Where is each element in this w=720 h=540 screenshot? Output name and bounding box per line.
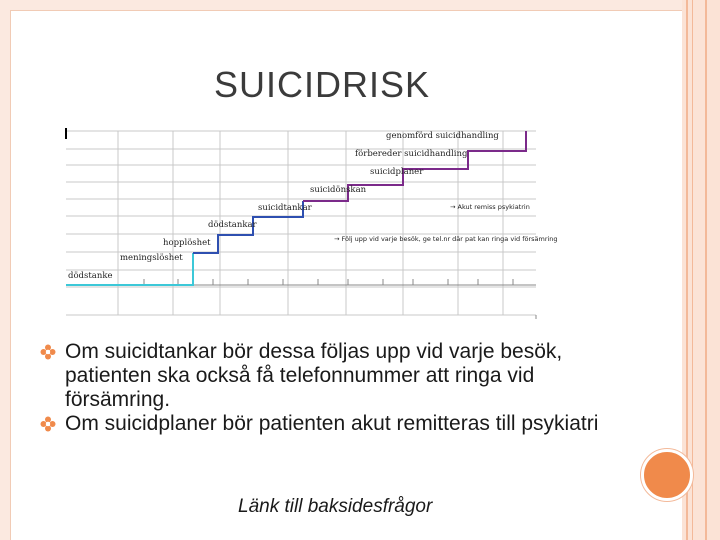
slide-border-top: [10, 0, 682, 10]
flower-bullet-icon: [40, 416, 56, 432]
step-label: hopplöshet: [163, 238, 211, 248]
bullet-text: Om suicidtankar bör dessa följas upp vid varje besök, patienten ska också få telefonnummer att ringa vid försämring.: [65, 340, 563, 411]
annotation-acute: → Akut remiss psykiatrin: [450, 203, 530, 211]
slide-border-left: [0, 0, 10, 540]
step-label: genomförd suicidhandling: [386, 131, 499, 141]
accent-circle: [641, 449, 693, 501]
title-text: SUICIDRISK: [214, 64, 431, 105]
step-label: dödstanke: [68, 271, 113, 281]
back-questions-link[interactable]: Länk till baksidesfrågor: [238, 496, 433, 517]
step-label: förbereder suicidhandling: [355, 149, 468, 159]
slide-title: [214, 64, 430, 106]
staircase-svg: [58, 127, 570, 320]
step-label: dödstankar: [208, 220, 257, 230]
bullet-list: [40, 340, 620, 436]
bullet-text: Om suicidplaner bör patienten akut remitteras till psykiatri: [65, 412, 599, 435]
border-line: [692, 0, 693, 540]
step-label: suicidönskan: [310, 185, 367, 195]
step-label: suicidplaner: [370, 167, 424, 177]
flower-bullet-icon: [40, 344, 56, 360]
bullet-item: [40, 412, 620, 436]
step-label: meningslöshet: [120, 253, 183, 263]
annotation-followup: → Följ upp vid varje besök, ge tel.nr där pat kan ringa vid försämring: [334, 235, 558, 243]
bullet-item: [40, 340, 620, 412]
step-label: suicidtankar: [258, 203, 312, 213]
border-line: [705, 0, 707, 540]
risk-staircase-diagram: [58, 127, 570, 320]
